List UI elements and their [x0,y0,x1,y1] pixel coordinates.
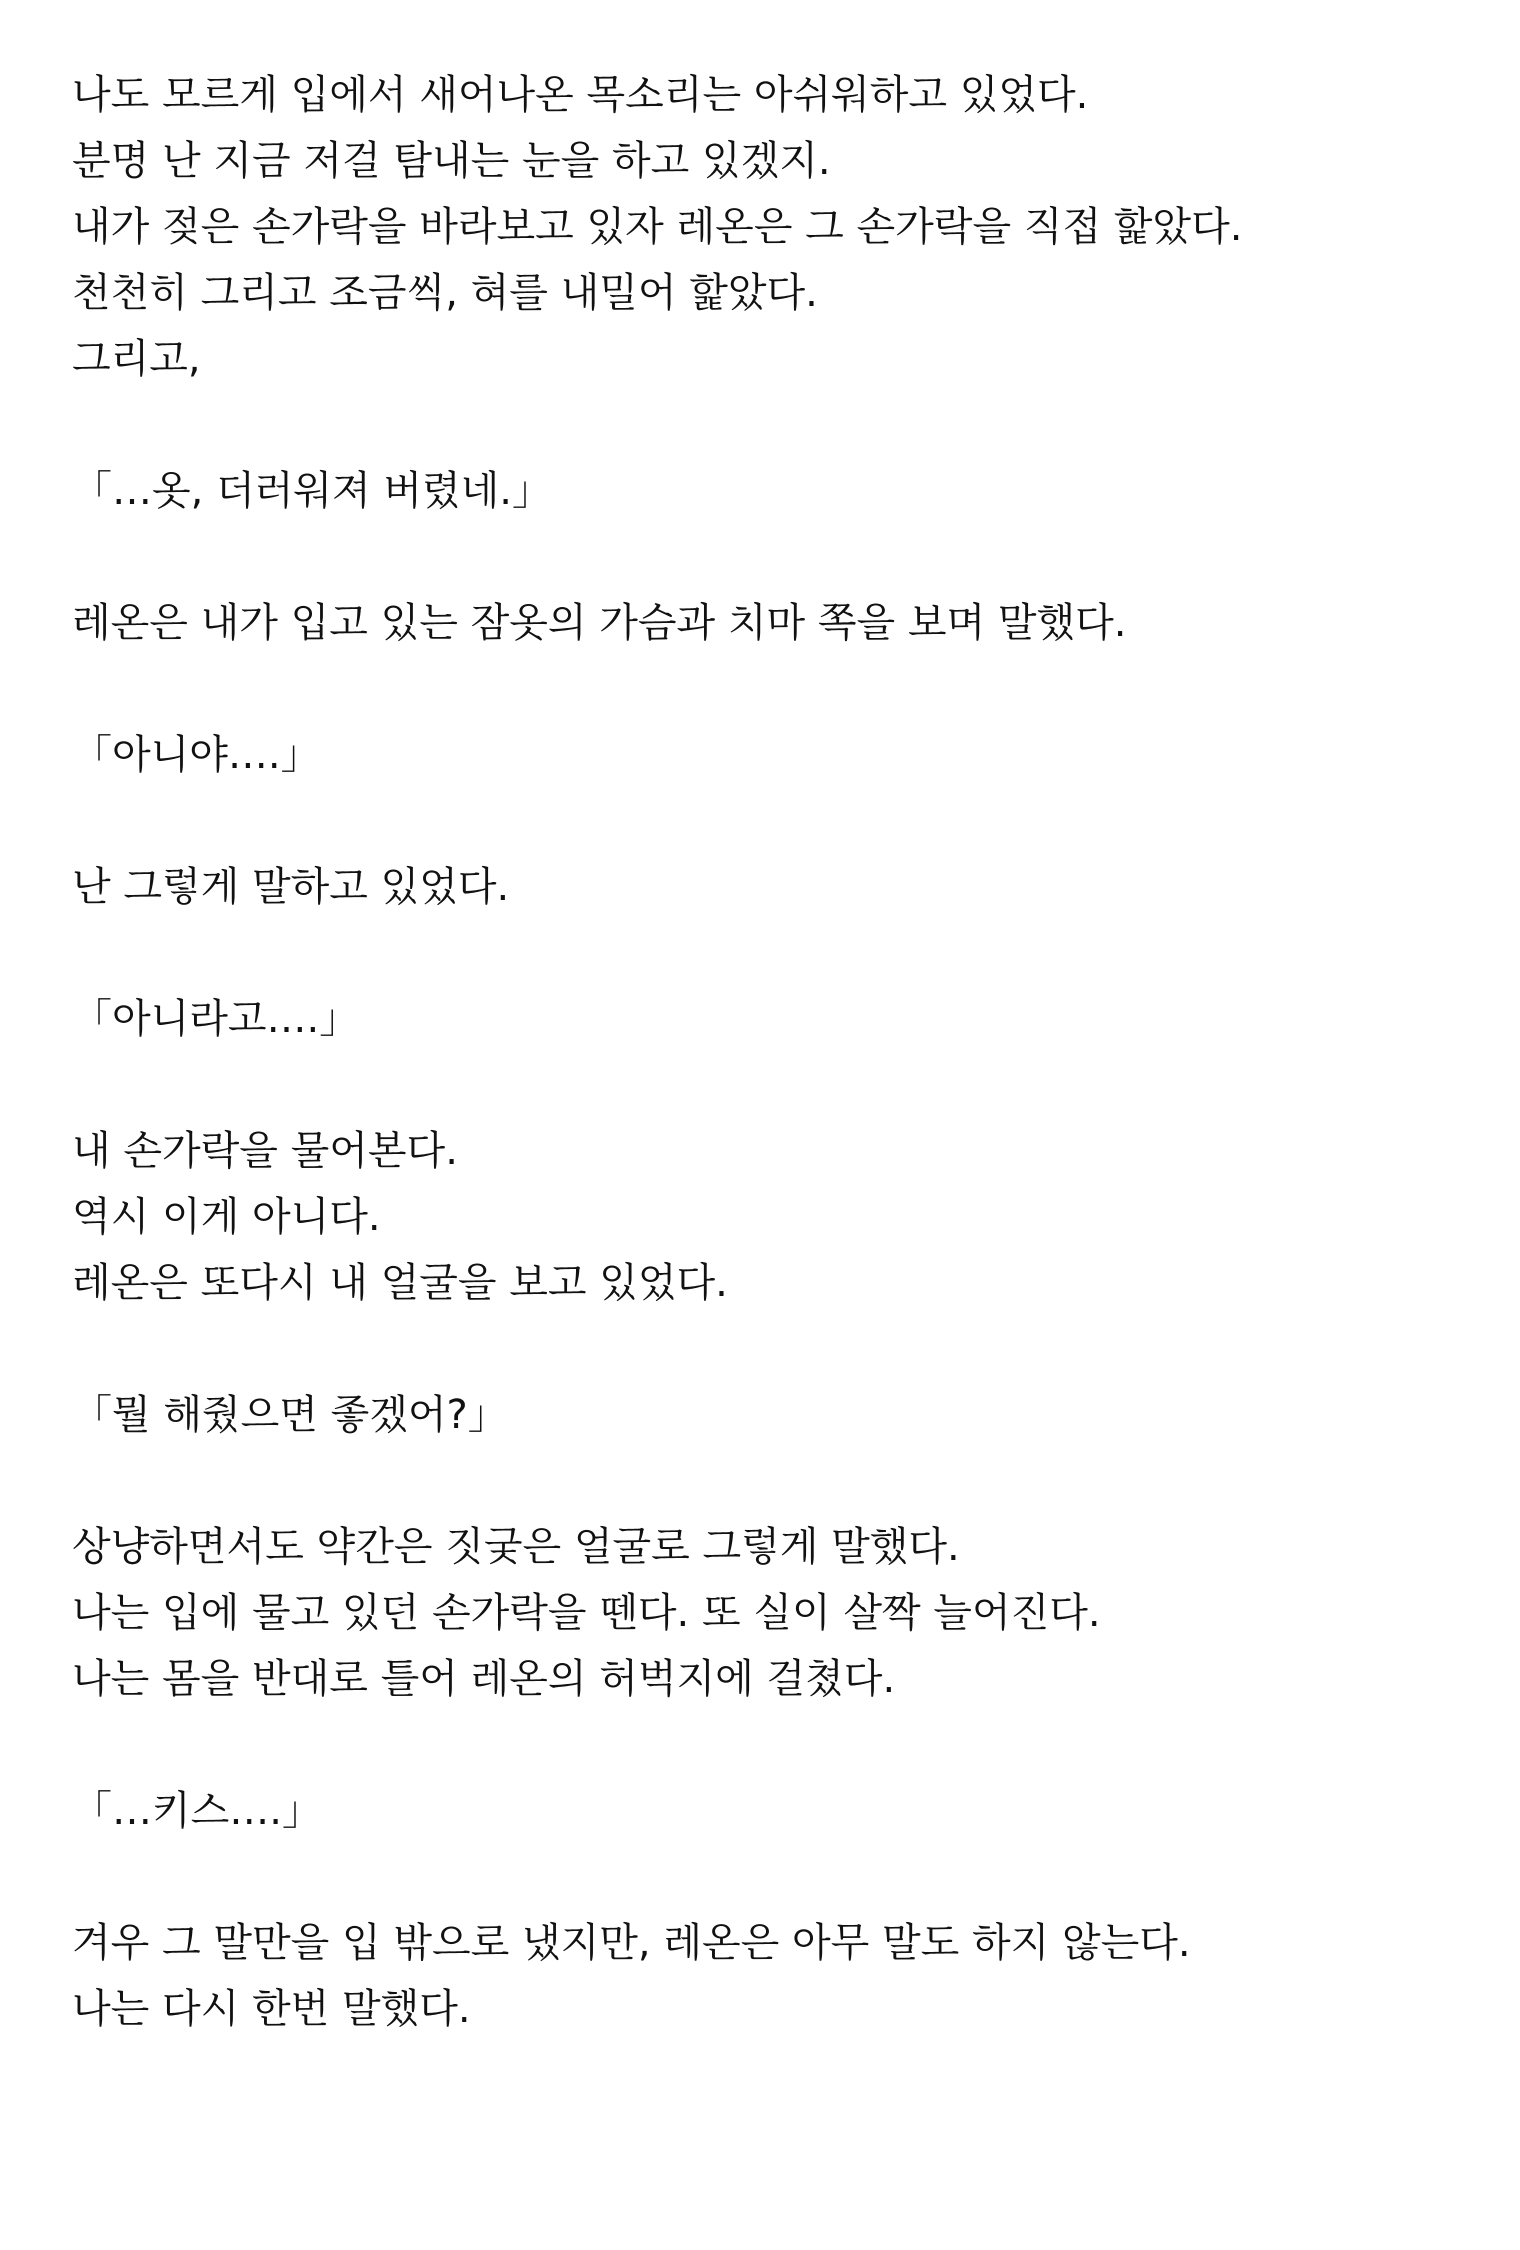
text-line: 나는 입에 물고 있던 손가락을 뗀다. 또 실이 살짝 늘어진다. [72,1590,1101,1636]
text-line: 천천히 그리고 조금씩, 혀를 내밀어 핥았다. [72,270,818,316]
blank-line [72,656,1472,722]
text-line: 역시 이게 아니다. [72,1194,381,1240]
text-line: 난 그렇게 말하고 있었다. [72,864,510,910]
text-line: 나는 몸을 반대로 틀어 레온의 허벅지에 걸쳤다. [72,1656,896,1702]
blank-line [72,1712,1472,1778]
body-text [72,62,1472,2042]
text-line: 겨우 그 말만을 입 밖으로 냈지만, 레온은 아무 말도 하지 않는다. [72,1920,1191,1966]
blank-line [72,1052,1472,1118]
text-line: 레온은 내가 입고 있는 잠옷의 가슴과 치마 쪽을 보며 말했다. [72,600,1127,646]
blank-line [72,1844,1472,1910]
dialogue-line: 「아니야….」 [72,732,321,778]
blank-line [72,920,1472,986]
text-line: 그리고, [72,336,201,382]
dialogue-line: 「…옷, 더러워져 버렸네.」 [72,468,552,514]
text-line: 분명 난 지금 저걸 탐내는 눈을 하고 있겠지. [72,138,831,184]
text-line: 상냥하면서도 약간은 짓궂은 얼굴로 그렇게 말했다. [72,1524,960,1570]
dialogue-line: 「뭘 해줬으면 좋겠어?」 [72,1392,508,1438]
blank-line [72,1316,1472,1382]
blank-line [72,524,1472,590]
text-line: 내가 젖은 손가락을 바라보고 있자 레온은 그 손가락을 직접 핥았다. [72,204,1243,250]
text-line: 레온은 또다시 내 얼굴을 보고 있었다. [72,1260,728,1306]
text-line: 나는 다시 한번 말했다. [72,1986,471,2032]
blank-line [72,788,1472,854]
text-line: 내 손가락을 물어본다. [72,1128,458,1174]
blank-line [72,1448,1472,1514]
blank-line [72,392,1472,458]
text-line: 나도 모르게 입에서 새어나온 목소리는 아쉬워하고 있었다. [72,72,1089,118]
dialogue-line: 「…키스….」 [72,1788,322,1834]
dialogue-line: 「아니라고….」 [72,996,360,1042]
